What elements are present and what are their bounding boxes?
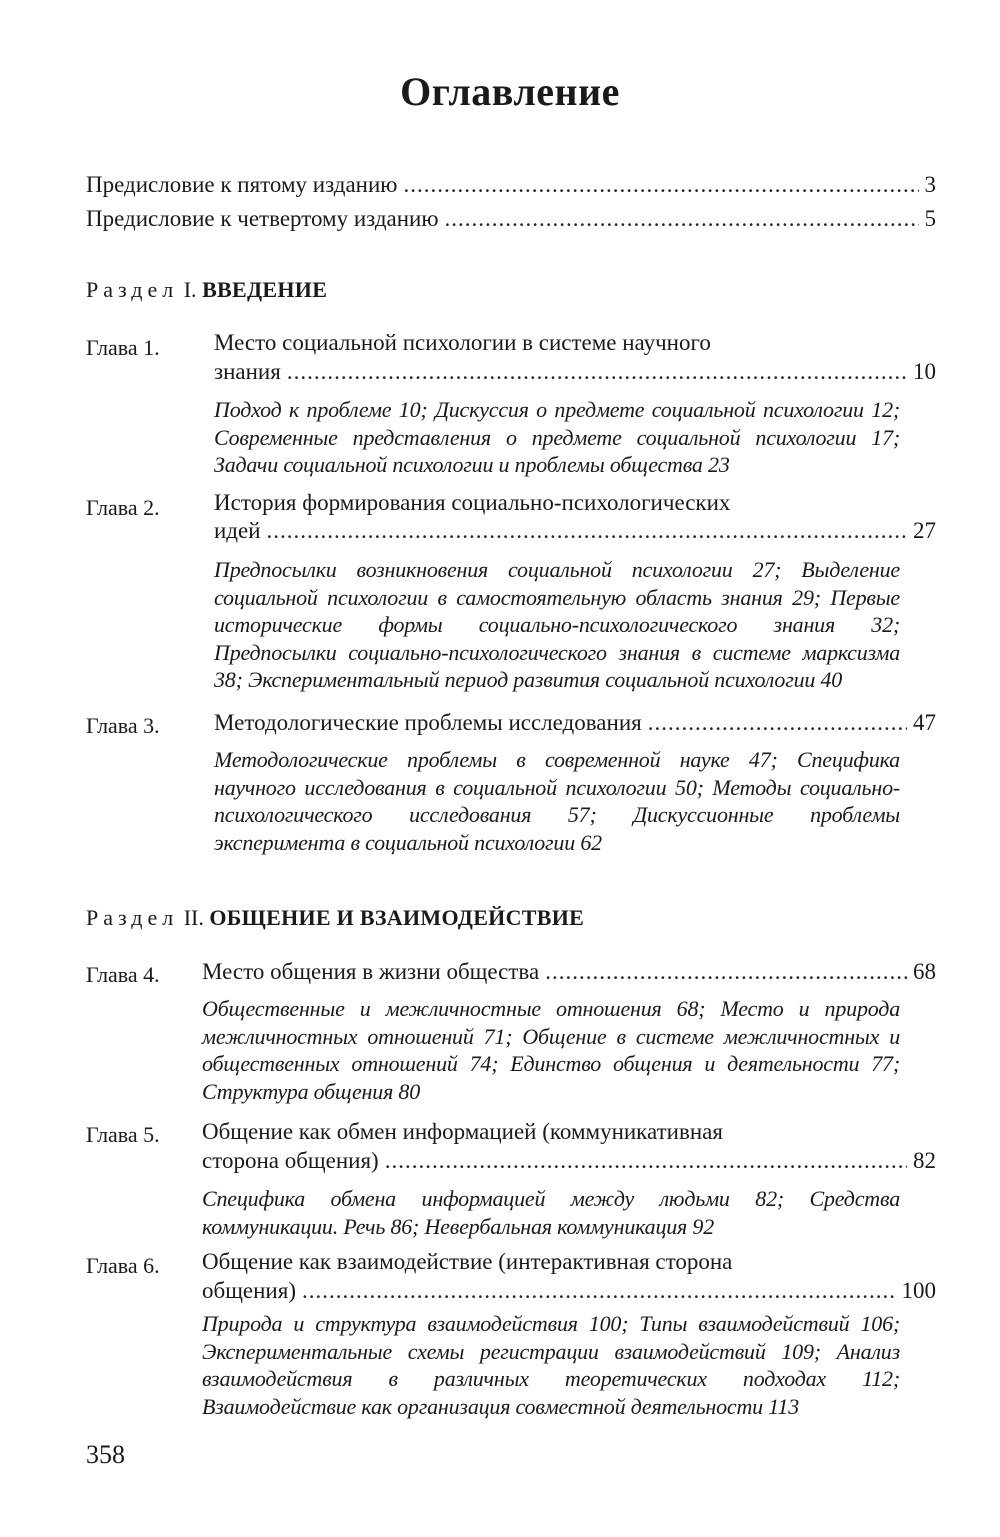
chapter-topics: Природа и структура взаимодействия 100; Типы взаимодействий 106; Экспериментальные схемы регистрации взаимодействий 109; Анализ взаимодействия в различных теоретических подходах 112; Взаимодействие как организация совместной деятельности 113 xyxy=(202,1311,900,1419)
chapter-title-line[interactable]: Общение как взаимодействие (интерактивная сторона xyxy=(202,1249,733,1274)
toc-entry-chapter-3[interactable] xyxy=(214,708,936,738)
chapter-topics: Подход к проблеме 10; Дискуссия о предмете социальной психологии 12; Современные представления о предмете социальной психологии 17; Задачи социальной психологии и проблемы общества 23 xyxy=(214,397,900,477)
chapter-label: Глава 3. xyxy=(86,713,160,738)
chapter-title-line: идей xyxy=(214,518,261,543)
chapter-title-line: общения) xyxy=(202,1278,296,1303)
toc-entry-title: Предисловие к пятому изданию xyxy=(86,172,398,197)
dot-leader xyxy=(385,1146,907,1176)
toc-entry-preface-4[interactable] xyxy=(86,204,936,234)
chapter-topics: Методологические проблемы в современной науке 47; Специфика научного исследования в социальной психологии 50; Методы социально-психологического исследования 57; Дискуссионные проблемы эксперимента в социальной психологии 62 xyxy=(214,747,900,855)
dot-leader xyxy=(403,170,918,200)
section-label: Раздел xyxy=(86,277,179,302)
chapter-title-line[interactable]: История формирования социально-психологических xyxy=(214,490,731,515)
section-heading-2 xyxy=(86,903,584,933)
toc-entry-chapter-1[interactable] xyxy=(214,357,936,387)
toc-page-number: 82 xyxy=(913,1148,936,1173)
chapter-title-line: сторона общения) xyxy=(202,1148,379,1173)
toc-page-number: 3 xyxy=(924,172,936,197)
chapter-topics: Специфика обмена информацией между людьми 82; Средства коммуникации. Речь 86; Невербальная коммуникация 92 xyxy=(202,1186,900,1239)
toc-page-number: 5 xyxy=(924,206,936,231)
toc-entry-chapter-6[interactable] xyxy=(202,1276,936,1306)
section-name: ОБЩЕНИЕ И ВЗАИМОДЕЙСТВИЕ xyxy=(209,905,585,930)
toc-entry-preface-5[interactable] xyxy=(86,170,936,200)
chapter-topics: Предпосылки возникновения социальной психологии 27; Выделение социальной психологии в самостоятельную область знания 29; Первые исторические формы социально-психологического знания 32; Предпосылки социально-психологического знания в системе марксизма 38; Экспериментальный период развития социальной психологии 40 xyxy=(214,557,900,692)
dot-leader xyxy=(302,1276,896,1306)
toc-page-number: 47 xyxy=(913,710,936,735)
toc-entry-chapter-5[interactable] xyxy=(202,1146,936,1176)
chapter-label: Глава 5. xyxy=(86,1122,160,1147)
dot-leader xyxy=(545,957,907,987)
dot-leader xyxy=(287,357,907,387)
toc-entry-title: Предисловие к четвертому изданию xyxy=(86,206,439,231)
toc-page-number: 68 xyxy=(913,959,936,984)
page-title: Оглавление xyxy=(400,69,620,114)
toc-page-number: 100 xyxy=(901,1278,936,1303)
chapter-topics: Общественные и межличностные отношения 68; Место и природа межличностных отношений 71; Общение в системе межличностных и общественных отношений 74; Единство общения и деятельности 77; Структура общения 80 xyxy=(202,996,900,1104)
dot-leader xyxy=(648,708,907,738)
section-number: I. xyxy=(183,277,197,302)
chapter-title-line[interactable]: Общение как обмен информацией (коммуникативная xyxy=(202,1119,723,1144)
toc-page-number: 27 xyxy=(913,518,936,543)
page-number: 358 xyxy=(86,1440,125,1469)
chapter-label: Глава 2. xyxy=(86,495,160,520)
chapter-title-line[interactable]: Место социальной психологии в системе научного xyxy=(214,330,711,355)
chapter-title-line: Место общения в жизни общества xyxy=(202,959,540,984)
chapter-label: Глава 6. xyxy=(86,1253,160,1278)
toc-page-number: 10 xyxy=(913,359,936,384)
chapter-label: Глава 4. xyxy=(86,962,160,987)
chapter-title-line: знания xyxy=(214,359,281,384)
toc-entry-chapter-4[interactable] xyxy=(202,957,936,987)
dot-leader xyxy=(445,204,919,234)
section-label: Раздел xyxy=(86,905,179,930)
dot-leader xyxy=(267,516,907,546)
chapter-label: Глава 1. xyxy=(86,335,160,360)
toc-entry-chapter-2[interactable] xyxy=(214,516,936,546)
chapter-title-line: Методологические проблемы исследования xyxy=(214,710,642,735)
section-heading-1 xyxy=(86,275,327,305)
section-name: ВВЕДЕНИЕ xyxy=(202,277,328,302)
section-number: II. xyxy=(183,905,204,930)
